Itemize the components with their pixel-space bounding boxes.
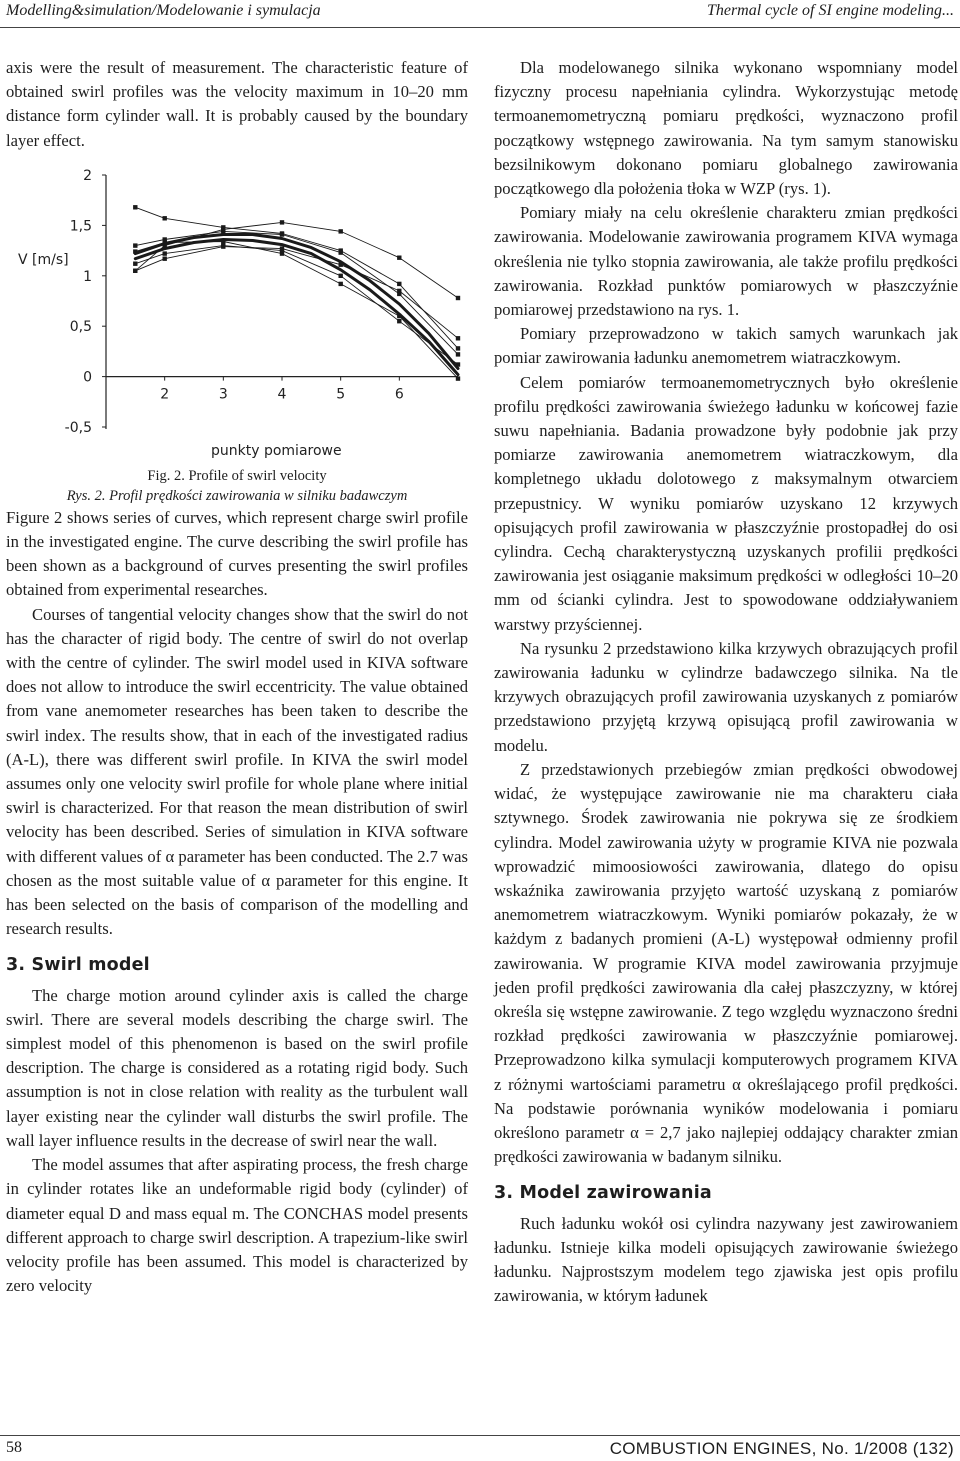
data-point xyxy=(397,292,401,296)
paragraph: Figure 2 shows series of curves, which represent charge swirl profile in the investigated engine. The curve describing the swirl profile has been shown as a background of curves presenting the swirl profiles obtained from experimental researches. xyxy=(6,507,468,600)
y-tick-label: 0,5 xyxy=(69,319,92,336)
section-heading: 3. Model zawirowania xyxy=(494,1183,712,1204)
page-header xyxy=(0,0,960,24)
data-point xyxy=(163,256,167,260)
data-point xyxy=(456,376,460,380)
x-tick-label: 6 xyxy=(394,386,404,403)
x-tick-label: 5 xyxy=(336,386,346,403)
data-point xyxy=(339,273,343,277)
x-axis-label: punkty pomiarowe xyxy=(211,442,342,459)
data-point xyxy=(163,216,167,220)
series-line-2 xyxy=(135,239,458,374)
y-tick-label: 2 xyxy=(83,167,92,184)
data-point xyxy=(221,239,225,243)
intro-paragraph: axis were the result of measurement. The characteristic feature of obtained swirl profiles was the velocity maximum in 10–20 mm distance form cylinder wall. It is probably caused by the boundary layer effect. xyxy=(6,58,468,150)
figure-swirl-velocity xyxy=(6,161,468,466)
journal-name: COMBUSTION ENGINES, No. 1/2008 (132) xyxy=(609,1439,954,1458)
y-tick-label: 1 xyxy=(83,268,92,285)
paragraph: Courses of tangential velocity changes show that the swirl do not has the character of rigid body. The centre of swirl do not overlap with the centre of cylinder. The swirl model used in KIVA software does not allow to introduce the swirl eccentricity. The value obtained from vane anemometer researches has been taken to describe the swirl index. The results show, that in each of the investigated radius (A-L), there was different swirl profile. In KIVA the swirl model assumes only one velocity swirl profile for whole plane where initial swirl is characterized. For that reason the mean distribution of swirl velocity has been described. Series of simulation in KIVA software with different values of α parameter has been conducted. The 2.7 was chosen as the most suitable value of α parameter for this engine. It has been selected on the basis of comparison of the modelling and research results. xyxy=(6,604,468,939)
chart-lines xyxy=(133,205,460,381)
x-tick-label: 4 xyxy=(277,386,287,403)
figure-caption-en: Fig. 2. Profile of swirl velocity xyxy=(147,467,327,484)
data-point xyxy=(456,336,460,340)
data-point xyxy=(280,251,284,255)
header-rule xyxy=(0,27,960,28)
data-point xyxy=(133,268,137,272)
data-point xyxy=(280,232,284,236)
x-tick-label: 2 xyxy=(160,386,170,403)
paragraph: Z przedstawionych przebiegów zmian prędkości obwodowej widać, że występujące zawirowanie nie ma charakteru ciała sztywnego. Środek zawirowania nie pokrywa się ze środkiem cylindra. Model zawirowania użyty w programie KIVA nie pozwala wprowadzić mimoosiowości zawirowania, dlatego do opisu wskaźnika zawirowania przyjęto wartość uzyskaną z pomiarów anemometrem wiatraczkowym. Wyniki pomiarów pokazały, że w każdym z badanych promieni (A-L) występował odmienny profil zawirowania. W programie KIVA model zawirowania przyjmuje jeden profil prędkości zawirowania dla całej płaszczyzny, w której określa się wstępne zawirowanie. Z tego względu wyznaczono średni rozkład prędkości zawirowania w płaszczyźnie pomiarowej. Przeprowadzono kilka symulacji komputerowych programem KIVA z różnymi wartościami parametru α określającego profil prędkości. Na podstawie porównania wyników modelowania i pomiaru określono parametr α = 2,7 jako najlepiej oddający charakter zmian prędkości zawirowania w badanym silniku. xyxy=(494,759,958,1167)
paragraph: The model assumes that after aspirating process, the fresh charge in cylinder rotates like an undeformable rigid body (cylinder) of diameter equal D and mass equal m. The CONCHAS model presents different approach to charge swirl description. A trapezium-like swirl velocity profile has been assumed. This model is characterized by zero velocity xyxy=(6,1155,468,1296)
data-point xyxy=(133,249,137,253)
paragraph: Na rysunku 2 przedstawiono kilka krzywych obrazujących profil zawirowania ładunku w cylindrze badawczego silnika. Na tle krzywych obrazujących profil zawirowania uzyskanych z pomiarów przedstawiono przyjętą krzywą opisującą profil zawirowania w modelu. xyxy=(494,638,958,755)
data-point xyxy=(456,362,460,366)
data-point xyxy=(163,243,167,247)
figure-caption-pl: Rys. 2. Profil prędkości zawirowania w silniku badawczym xyxy=(66,487,408,504)
paragraph: Dla modelowanego silnika wykonano wspomniany model fizyczny procesu napełniania cylindra. Wykorzystując metodę termoanemometryczną pomiaru prędkości, wyznaczono profil początkowy wstępnego zawirowania. Na tym samym stanowisku bezsilnikowym dokonano pomiaru globalnego zawirowania początkowego dla położenia tłoka w WZP (rys. 1). xyxy=(494,58,958,199)
right-column xyxy=(494,56,958,1308)
series-line-8 xyxy=(135,222,458,298)
y-tick-label: -0,5 xyxy=(64,419,92,436)
header-section-label: Modelling&simulation/Modelowanie i symulacja xyxy=(6,2,321,19)
data-point xyxy=(397,314,401,318)
data-point xyxy=(163,251,167,255)
y-axis-label: V [m/s] xyxy=(18,251,69,268)
chart-tick-labels xyxy=(65,168,404,436)
paragraph: Pomiary przeprowadzono w takich samych warunkach jak pomiar zawirowania ładunku anemometrem wiatraczkowym. xyxy=(494,324,958,368)
data-point xyxy=(339,229,343,233)
page-footer xyxy=(0,1435,960,1461)
y-tick-label: 0 xyxy=(83,369,92,386)
data-point xyxy=(339,282,343,286)
footer-rule xyxy=(0,1435,960,1436)
data-point xyxy=(339,262,343,266)
section-heading: 3. Swirl model xyxy=(6,955,150,976)
data-point xyxy=(221,227,225,231)
paragraph: The charge motion around cylinder axis is called the charge swirl. There are several models describing the charge swirl. The simplest model of this phenomenon is based on the swirl profile description. The charge is considered as a rotating rigid body. Such assumption is not in close relation with reality as the turbulent wall layer existing near the cylinder wall disturbs the swirl profile. The wall layer influence results in the decrease of swirl near the wall. xyxy=(6,985,468,1150)
x-tick-label: 3 xyxy=(218,386,228,403)
data-point xyxy=(339,250,343,254)
data-point xyxy=(133,243,137,247)
data-point xyxy=(397,255,401,259)
data-point xyxy=(280,220,284,224)
data-point xyxy=(397,282,401,286)
data-point xyxy=(456,352,460,356)
y-tick-label: 1,5 xyxy=(69,218,92,235)
swirl-velocity-chart xyxy=(6,161,468,466)
paragraph: Pomiary miały na celu określenie charakteru zmian prędkości zawirowania. Modelowanie zawirowania programem KIVA wymaga określenia nie tylko stopnia zawirowania, ale także profilu prędkości zawirowania. Rozkład punktów pomiarowych w płaszczyźnie pomiarowej przedstawiono na rys. 1. xyxy=(494,203,958,320)
data-point xyxy=(133,261,137,265)
header-article-title: Thermal cycle of SI engine modeling... xyxy=(706,2,954,19)
data-point xyxy=(456,346,460,350)
paragraph: Ruch ładunku wokół osi cylindra nazywany jest zawirowaniem ładunku. Istnieje kilka modeli opisujących zawirowanie świeżego ładunku. Najprostszym modelem tego zjawiska jest opis profilu zawirowania, w którym ładunek xyxy=(494,1213,958,1306)
left-column xyxy=(6,56,468,1298)
series-line-7 xyxy=(135,241,458,378)
data-point xyxy=(456,296,460,300)
paragraph: Celem pomiarów termoanemometrycznych było określenie profilu prędkości zawirowania świeżego ładunku w końcowej fazie suwu napełniania. Badania prowadzone były podobnie jak przy pomiarze zawirowania anemometrem wiatraczkowym, dla kompletnego układu dolotowego z maksymalnym otwarciem przepustnicy. W wyniku pomiarów uzyskano 12 krzywych opisujących profil zawirowania w płaszczyźnie prostopadłej do osi cylindra. Cechą charakterystyczną uzyskanych profilii prędkości zawirowania jest osiąganie maksimum prędkości w odległości 10–20 mm od ścianki cylindra. Jest to spowodowane oddziaływaniem warstwy przyściennej. xyxy=(494,372,958,634)
page-number: 58 xyxy=(6,1439,22,1456)
data-point xyxy=(221,243,225,247)
data-point xyxy=(397,319,401,323)
data-point xyxy=(133,205,137,209)
